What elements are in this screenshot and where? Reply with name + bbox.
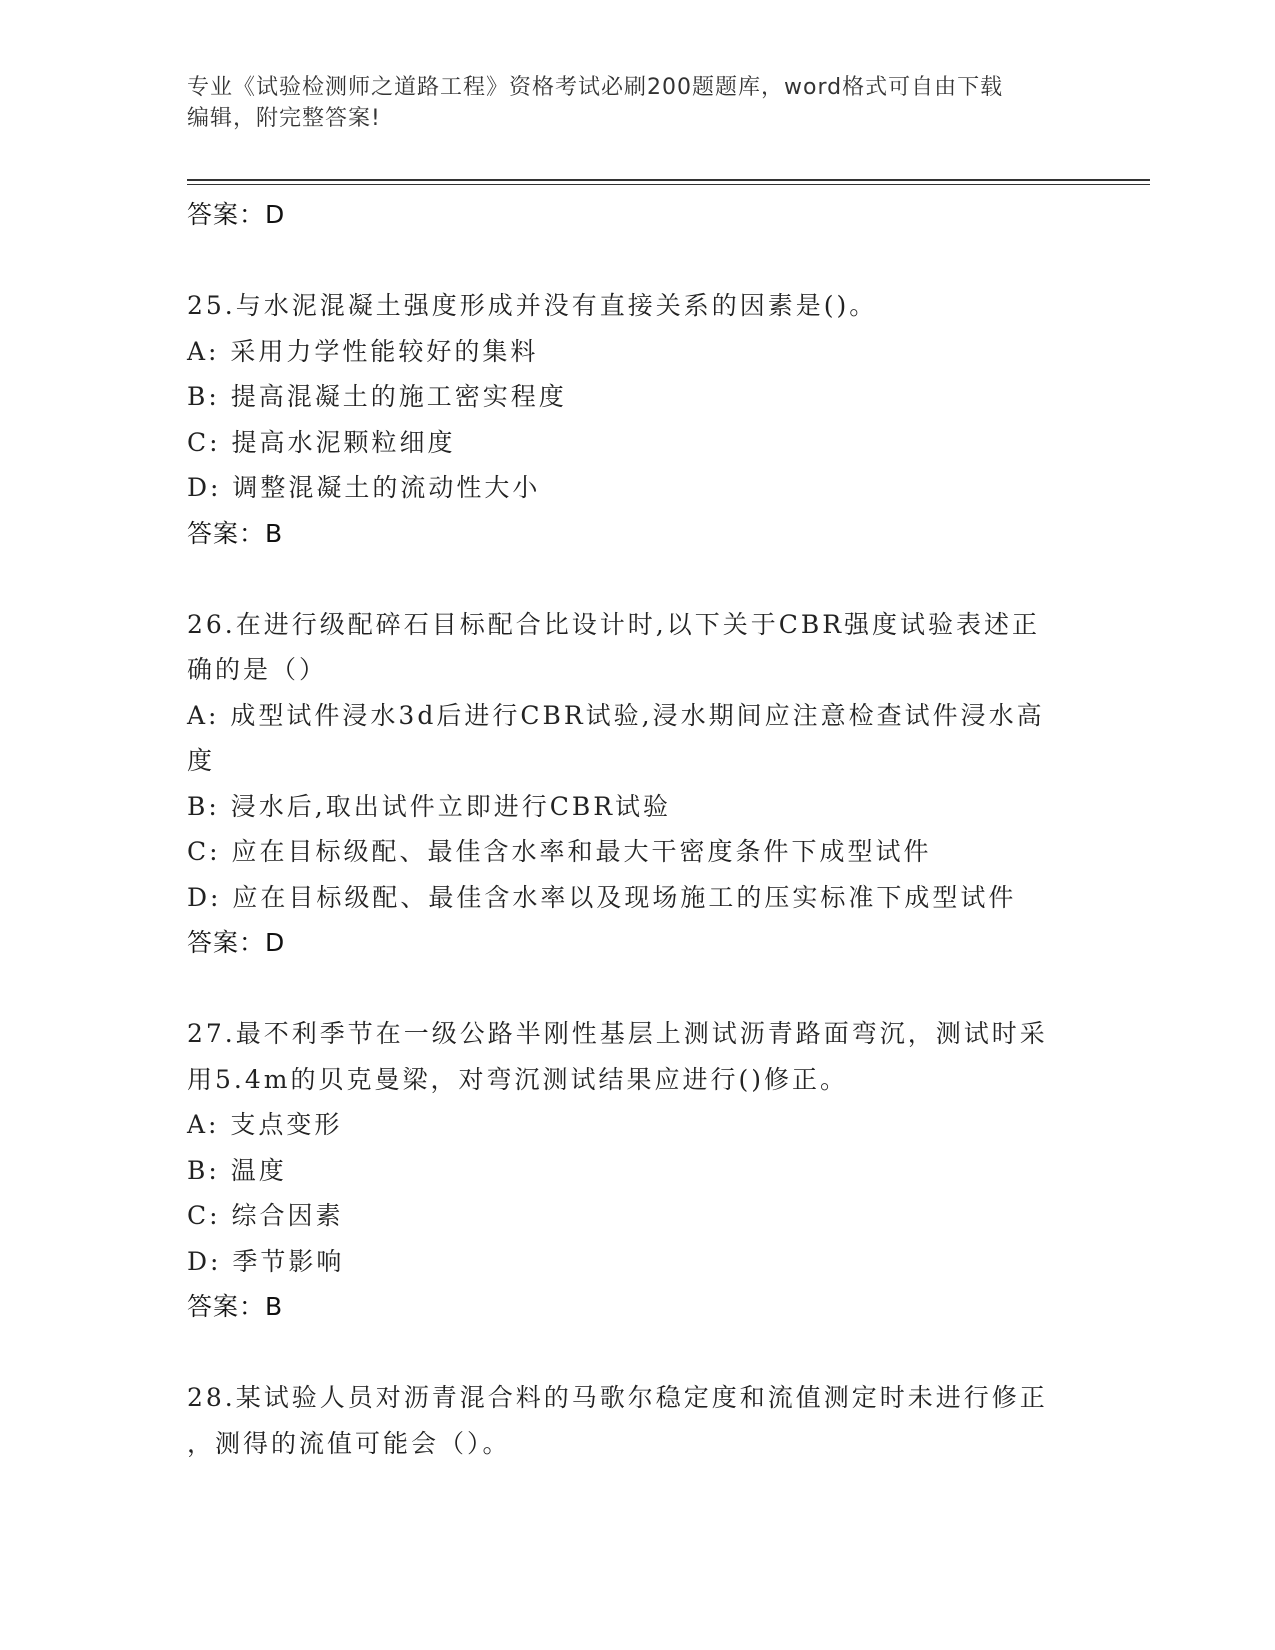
option-c: C: 综合因素 <box>187 1201 344 1230</box>
question-26 <box>187 602 1087 966</box>
header-line-2: 编辑，附完整答案! <box>187 106 381 131</box>
question-stem: 26.在进行级配碎石目标配合比设计时,以下关于CBR强度试验表述正 <box>187 609 1041 639</box>
header-rule-thick <box>187 179 1150 181</box>
option-d: D: 应在目标级配、最佳含水率以及现场施工的压实标准下成型试件 <box>187 882 1017 912</box>
option-a: A: 成型试件浸水3d后进行CBR试验,浸水期间应注意检查试件浸水高 <box>187 700 1045 730</box>
option-c: C: 应在目标级配、最佳含水率和最大干密度条件下成型试件 <box>187 837 932 866</box>
previous-answer: 答案：D <box>187 200 286 229</box>
spacer <box>187 1330 1087 1376</box>
option-d: D: 季节影响 <box>187 1246 345 1276</box>
question-stem-cont: 确的是（） <box>187 655 328 684</box>
answer: 答案：D <box>187 928 286 957</box>
answer: 答案：B <box>187 1292 284 1321</box>
option-b: B: 浸水后,取出试件立即进行CBR试验 <box>187 791 672 821</box>
spacer <box>187 238 1087 284</box>
option-a: A: 采用力学性能较好的集料 <box>187 336 539 366</box>
question-stem: 27.最不利季节在一级公路半刚性基层上测试沥青路面弯沉，测试时采 <box>187 1019 1048 1048</box>
question-stem-cont: 用5.4m的贝克曼梁，对弯沉测试结果应进行()修正。 <box>187 1064 848 1094</box>
spacer <box>187 966 1087 1012</box>
question-27 <box>187 1011 1087 1330</box>
option-a: A: 支点变形 <box>187 1110 343 1139</box>
option-a-cont: 度 <box>187 746 216 775</box>
option-c: C: 提高水泥颗粒细度 <box>187 427 456 457</box>
option-d: D: 调整混凝土的流动性大小 <box>187 473 541 502</box>
answer: 答案：B <box>187 518 284 548</box>
question-stem: 28.某试验人员对沥青混合料的马歌尔稳定度和流值测定时未进行修正 <box>187 1383 1048 1412</box>
question-25 <box>187 283 1087 556</box>
option-b: B: 提高混凝土的施工密实程度 <box>187 382 567 411</box>
question-28 <box>187 1375 1087 1466</box>
header-line-1: 专业《试验检测师之道路工程》资格考试必刷200题题库，word格式可自由下载 <box>187 75 1004 100</box>
spacer <box>187 556 1087 602</box>
question-stem-cont: ，测得的流值可能会（）。 <box>187 1428 511 1458</box>
option-b: B: 温度 <box>187 1155 287 1185</box>
question-stem: 25.与水泥混凝土强度形成并没有直接关系的因素是()。 <box>187 291 878 320</box>
question-list <box>187 192 1087 1466</box>
page-header <box>187 72 1067 134</box>
header-rule-thin <box>187 184 1150 185</box>
